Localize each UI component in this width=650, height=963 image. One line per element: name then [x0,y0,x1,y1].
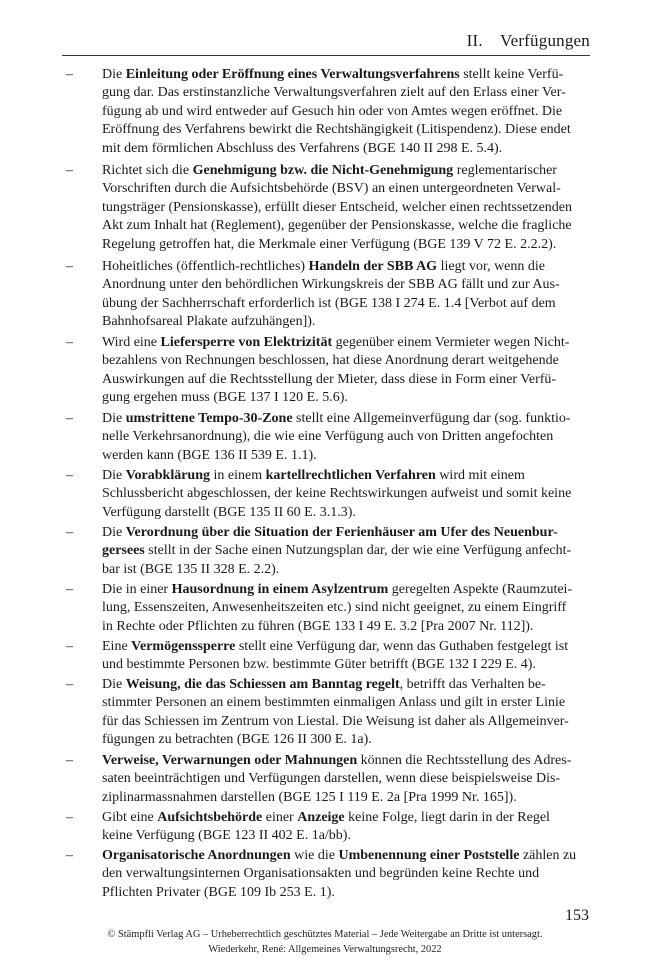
dash-bullet: – [66,753,73,768]
dash-bullet: – [66,525,73,540]
entry-text: Verweise, Verwarnungen oder Mahnungen können die Rechtsstellung des Adres- saten beeinträchtigen und Verfügungen darstellen, wenn diese beispielsweise Dis- ziplinarmassnahmen darstellen (BGE 125 I 119 E. 2a [Pra 1999 Nr. 165]). [102,753,572,805]
entry-text: Organisatorische Anordnungen wie die Umbenennung einer Poststelle zählen zu den verwaltungsinternen Organisationsakten und begründen keine Rechte und Pflichten Privater (BGE 109 Ib 253 E. 1). [102,848,577,900]
entry-text: Die Vorabklärung in einem kartellrechtlichen Verfahren wird mit einem Schlussbericht abgeschlossen, der keine Rechtswirkungen aufweist und somit keine Verfügung darstellt (BGE 135 II 60 E. 3.1.3). [102,468,572,520]
dash-bullet: – [66,259,73,274]
citation-footer: Wiederkehr, René: Allgemeines Verwaltungsrecht, 2022 [208,944,442,955]
dash-bullet: – [66,163,73,178]
dash-bullet: – [66,468,73,483]
entry-text: Richtet sich die Genehmigung bzw. die Nicht-Genehmigung reglementarischer Vorschriften durch die Aufsichtsbehörde (BSV) an einen untergeordneten Verwal- tungsträger (Pensionskasse), erfüllt dieser Entscheid, welcher einen rechtssetzenden Akt zum Inhalt hat (Reglement), gegenüber der Pensionskasse, welche die fragliche Regelung getroffen hat, die Merkmale einer Verfügung (BGE 139 V 72 E. 2.2.2). [102,163,572,252]
dash-bullet: – [66,411,73,426]
dash-bullet: – [66,848,73,863]
entry-text: Gibt eine Aufsichtsbehörde einer Anzeige keine Folge, liegt darin in der Regel keine Verfügung (BGE 123 II 402 E. 1a/bb). [102,810,550,844]
entry-text: Eine Vermögenssperre stellt eine Verfügung dar, wenn das Guthaben festgelegt ist und bestimmte Personen bzw. bestimmte Güter betrifft (BGE 132 I 229 E. 4). [102,639,569,673]
dash-bullet: – [66,335,73,350]
entry-text: Die Weisung, die das Schiessen am Banntag regelt, betrifft das Verhalten be- stimmter Personen an einem bestimmten einmaligen Anlass und gilt in erster Linie für das Schiessen im Zentrum von Liestal. Die Weisung ist daher als Allgemeinver- fügungen zu betrachten (BGE 126 II 300 E. 1a). [102,677,569,748]
entry-text: Hoheitliches (öffentlich-rechtliches) Handeln der SBB AG liegt vor, wenn die Anordnung unter den behördlichen Wirkungskreis der SBB AG fällt und zur Aus- übung der Sachherrschaft erforderlich ist (BGE 138 I 274 E. 1.4 [Verbot auf dem Bahnhofsareal Plakate aufzuhängen]). [102,259,560,330]
header-rule [62,55,590,56]
dash-bullet: – [66,810,73,825]
running-header: II. Verfügungen [466,31,590,50]
dash-bullet: – [66,639,73,654]
dash-bullet: – [66,677,73,692]
dash-bullet: – [66,582,73,597]
entry-text: Die Verordnung über die Situation der Ferienhäuser am Ufer des Neuenbur- gersees stellt in der Sache einen Nutzungsplan dar, der wie eine Verfügung anfecht- bar ist (BGE 135 II 328 E. 2.2). [102,525,572,577]
dash-bullet: – [66,67,73,82]
entry-text: Die Einleitung oder Eröffnung eines Verwaltungsverfahrens stellt keine Verfü- gung dar. Das erstinstanzliche Verwaltungsverfahren zielt auf den Erlass einer Ver- fügung ab und wird entweder auf Gesuch hin oder von Amtes wegen eröffnet. Die Eröffnung des Verfahrens bewirkt die Rechtshängigkeit (Litispendenz). Diese endet mit dem förmlichen Abschluss des Verfahrens (BGE 140 II 298 E. 5.4). [102,67,571,156]
copyright-footer: © Stämpfli Verlag AG – Urheberrechtlich geschütztes Material – Jede Weitergabe an Dritte ist untersagt. [107,929,543,940]
entry-text: Die in einer Hausordnung in einem Asylzentrum geregelten Aspekte (Raumzutei- lung, Essenszeiten, Anwesenheitszeiten etc.) sind nicht geeignet, zu einem Eingriff in Rechte oder Pflichten zu führen (BGE 133 I 49 E. 3.2 [Pra 2007 Nr. 112]). [102,582,573,634]
entry-text: Wird eine Liefersperre von Elektrizität gegenüber einem Vermieter wegen Nicht- bezahlens von Rechnungen beschlossen, hat diese Anordnung derart weitgehende Auswirkungen auf die Rechtsstellung der Mieter, dass diese in Form einer Verfü- gung ergehen muss (BGE 137 I 120 E. 5.6). [102,335,570,406]
page-number: 153 [565,907,589,924]
entry-text: Die umstrittene Tempo-30-Zone stellt eine Allgemeinverfügung dar (sog. funktio- nelle Verkehrsanordnung), die wie eine Verfügung auch von Dritten angefochten werden kann (BGE 136 II 539 E. 1.1). [102,411,571,463]
